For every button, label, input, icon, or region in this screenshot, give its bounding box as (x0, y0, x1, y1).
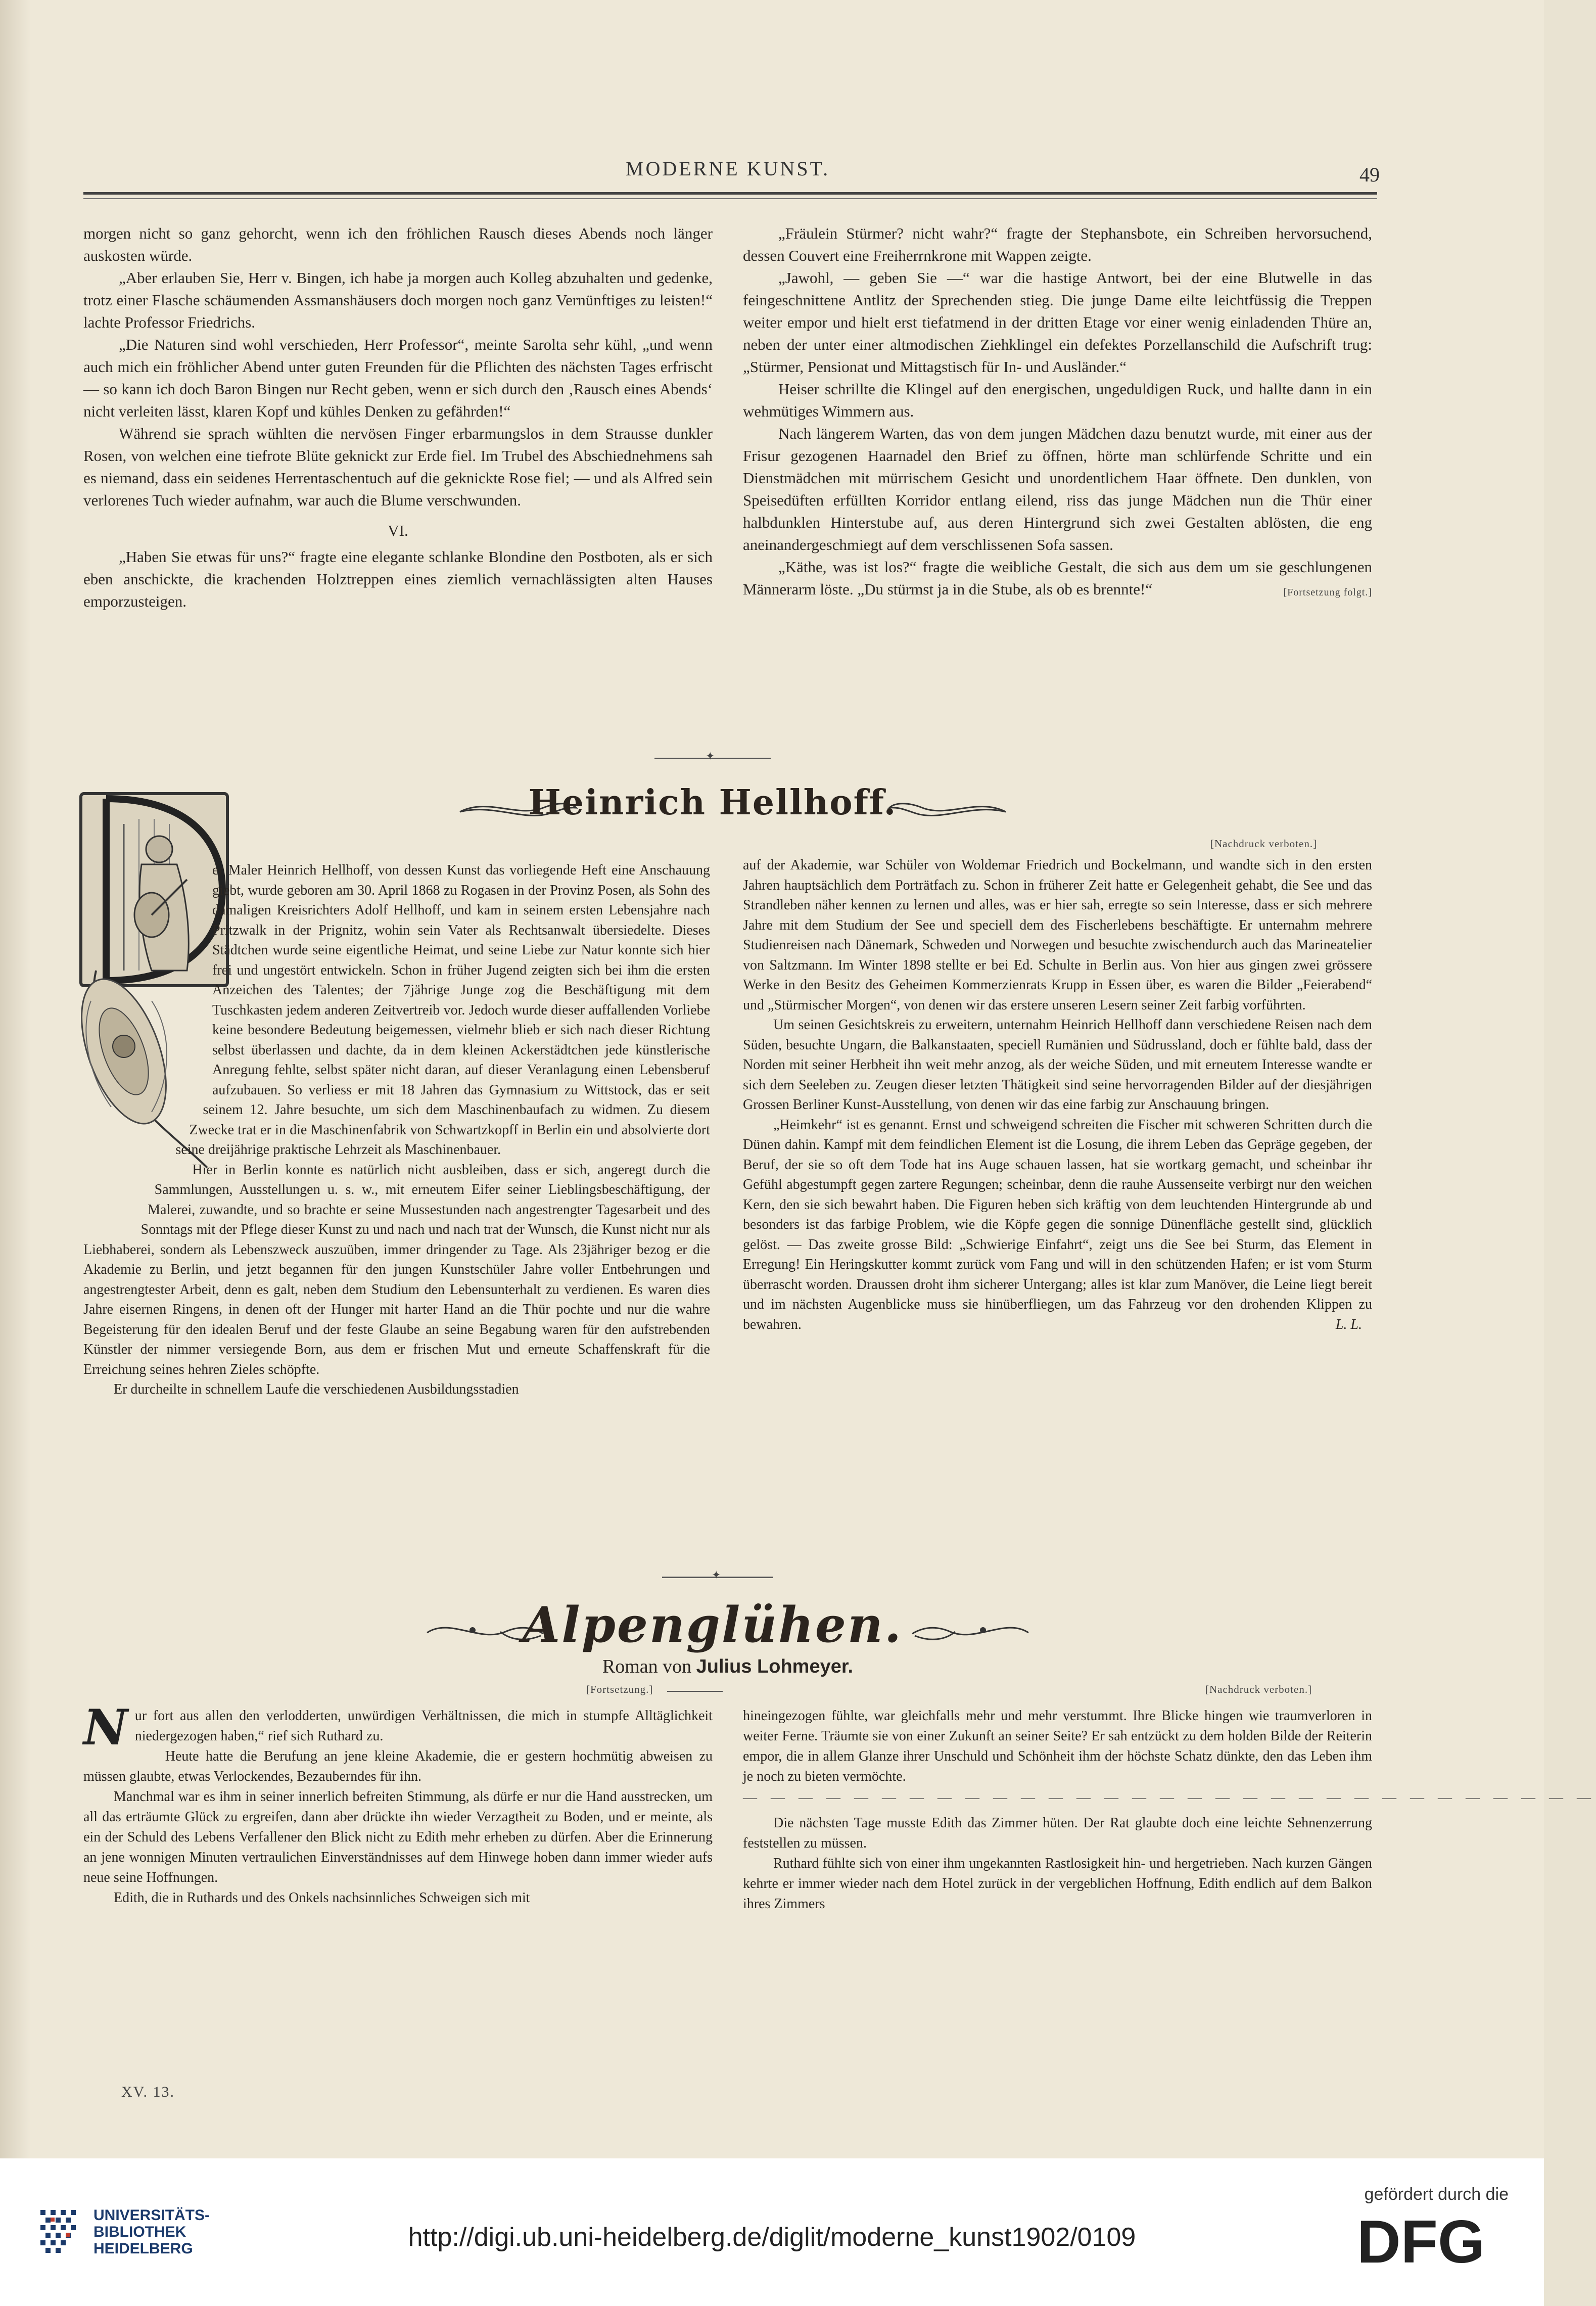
paragraph: Heute hatte die Berufung an jene kleine Akademie, die er gestern hochmütig abweisen zu müssen glaubte, etwas Verlockendes, Bezauberndes für ihn. (83, 1748, 713, 1784)
paragraph: Hier in Berlin konnte es natürlich nicht ausbleiben, dass er sich, angeregt durch die Sammlungen, Ausstellungen u. s. w., mit erneutem Eifer seiner Lieblingsbeschäftigung, der Malerei, zuwandte, und so brachte er seine Mussestunden nach angestrengter Tagesarbeit und des Sonntags mit der Pflege dieser Kunst zu und nach und nach trat der Wunsch, die Kunst nicht nur als Liebhaberei, sondern als Lebenszweck auszuüben, immer dringender zu Tage. Als 23jähriger bezog er die Akademie zu Berlin, und jetzt begannen für den jungen Kunstschüler Jahre voller Entbehrungen und angestrengtester Arbeit, denn es galt, neben dem Studium den Lebensunterhalt zu verdienen. Es waren dies Jahre eisernen Ringens, in denen oft der Hunger mit harter Hand an die Thür pochte und nur die wahre Begeisterung für den idealen Beruf und der feste Glaube an seine Begabung waren für den aufstrebenden Künstler der nimmer versiegende Born, aus dem er frischen Mut und erneute Schaffenskraft für die Erreichung seines hehren Zieles schöpfte. (83, 1162, 710, 1377)
library-line: HEIDELBERG (93, 2240, 193, 2257)
story-left-column (83, 222, 713, 613)
funding-block (1296, 2185, 1509, 2276)
alpenglühen-title: Alpenglühen. (522, 1596, 903, 1653)
digitization-footer (0, 2158, 1544, 2306)
divider-ornament: ✦ (706, 750, 715, 763)
author-signature: L. L. (1335, 1316, 1362, 1332)
library-line: BIBLIOTHEK (93, 2224, 186, 2240)
reprint-note: [Nachdruck verboten.] (1205, 1683, 1312, 1695)
header-rule-thin (83, 198, 1377, 199)
source-url-link[interactable]: http://digi.ub.uni-heidelberg.de/diglit/moderne_kunst1902/0109 (408, 2223, 1136, 2252)
drop-initial: N (83, 1699, 128, 1756)
novel-left-column (83, 1699, 713, 1908)
small-divider (667, 1691, 723, 1692)
reprint-note: [Nachdruck verboten.] (1210, 838, 1318, 850)
funder-name: DFG (1357, 2208, 1485, 2276)
page-signature: XV. 13. (121, 2084, 175, 2100)
paragraph: Ruthard fühlte sich von einer ihm ungekannten Rastlosigkeit hin- und hergetrieben. Nach kurzen Gängen kehrte er immer wieder nach dem Hotel zurück in der vergeblichen Hoffnung, Edith endlich auf dem Balkon ihres Zimmers (743, 1856, 1372, 1912)
paragraph: Die nächsten Tage musste Edith das Zimmer hüten. Der Rat glaubte doch eine leichte Sehnenzerrung feststellen zu müssen. (743, 1815, 1372, 1851)
novel-byline (0, 1655, 1456, 1678)
hellhoff-left-column (83, 860, 710, 1400)
paragraph: „Jawohl, — geben Sie —“ war die hastige Antwort, bei der eine Blutwelle in das feingeschnittene Antlitz der Sprechenden stieg. Die junge Dame eilte leichtfüssig die Treppen weiter empor und hielt erst tiefatmend in der dritten Etage vor einer wenig einladenden Thüre an, neben der unter einer altmodischen Ziehklingel ein defektes Porzellanschild die Aufschrift trug: „Stürmer, Pensionat und Mittagstisch für In- und Ausländer.“ (743, 269, 1372, 376)
paragraph: hineingezogen fühlte, war gleichfalls mehr und mehr verstummt. Ihre Blicke hingen wie traumverloren in weiter Ferne. Träumte sie von einer Zukunft an seiner Seite? Er sah entzückt zu dem holden Bilde der Reiterin empor, die in allem Glanze ihrer Unschuld und Schönheit ihm der höchste Schatz dünkte, den das Leben ihm je noch zu bieten vermöchte. (743, 1708, 1372, 1784)
running-head: MODERNE KUNST. (625, 157, 830, 180)
paragraph: auf der Akademie, war Schüler von Woldemar Friedrich und Bockelmann, und wandte sich in den ersten Jahren hauptsächlich dem Porträtfach zu. Schon in früherer Zeit hatte er Gelegenheit gehabt, die See und das Strandleben näher kennen zu lernen und alles, was er hier sah, erregte so sein Interesse, dass er sich mehrere Jahre mit dem Studium der See und speciell dem des Fischerlebens beschäftigte. Er unternahm mehrere Studienreisen nach Dänemark, Schweden und Norwegen und besuchte zwischendurch auch das Marineatelier von Saltzmann. Im Winter 1898 stellte er bei Ed. Schulte in Berlin aus. Von hier aus gingen zwei grössere Werke in den Besitz des Geheimen Kommerzienrats Krupp in Essen über, es waren die Bilder „Feierabend“ und „Stürmischer Morgen“, von denen wir das erstere unseren Lesern seiner Zeit farbig vorführten. (743, 857, 1372, 1013)
dfg-logo-icon (1357, 2208, 1509, 2276)
byline-prefix: Roman von (602, 1656, 696, 1677)
library-line: UNIVERSITÄTS- (93, 2207, 210, 2224)
continued-note: [Fortsetzung folgt.] (1283, 587, 1372, 598)
paragraph: „Haben Sie etwas für uns?“ fragte eine elegante schlanke Blondine den Postboten, als er sich eben anschickte, die krachenden Holztreppen eines ziemlich vernachlässigten alten Hauses emporzusteigen. (83, 548, 713, 610)
page-edge-shadow (0, 0, 30, 2158)
title-swash-right (910, 1612, 1031, 1648)
paragraph (743, 556, 1372, 601)
divider-ornament: ✦ (712, 1569, 721, 1582)
title-swash-right (887, 793, 1008, 823)
hellhoff-right-column (743, 855, 1372, 1334)
paragraph: morgen nicht so ganz gehorcht, wenn ich den fröhlichen Rausch dieses Abends noch länger auskosten würde. (83, 224, 713, 264)
story-right-column (743, 222, 1372, 604)
page-number: 49 (1359, 163, 1380, 186)
paragraph: Heiser schrillte die Klingel auf den energischen, ungeduldigen Ruck, und hallte dann in ein wehmütiges Wimmern aus. (743, 380, 1372, 420)
author-name: Julius Lohmeyer. (696, 1656, 854, 1677)
paragraph: Edith, die in Ruthards und des Onkels nachsinnliches Schweigen sich mit (114, 1890, 530, 1906)
paragraph (743, 1115, 1372, 1335)
novel-right-column (743, 1706, 1596, 1914)
dash-separator: — — — — — — — — — — — — — — — — — — — — — — — — — — — — — — — (743, 1790, 1596, 1806)
paragraph: „Aber erlauben Sie, Herr v. Bingen, ich habe ja morgen auch Kolleg abzuhalten und gedenke, trotz einer Flasche schäumenden Assmanshäusers doch morgen noch ganz Vernünftiges zu leisten!“ lachte Professor Friedrichs. (83, 269, 713, 331)
hellhoff-title: Heinrich Hellhoff. (528, 782, 897, 823)
chapter-number: VI. (388, 522, 408, 539)
paragraph: „Fräulein Stürmer? nicht wahr?“ fragte der Stephansbote, ein Schreiben hervorsuchend, dessen Couvert eine Freiherrnkrone mit Wappen zeigte. (743, 224, 1372, 264)
funding-caption: gefördert durch die (1364, 2185, 1509, 2204)
paragraph: Während sie sprach wühlten die nervösen Finger erbarmungslos in dem Strausse dunkler Rosen, von welchen eine tiefrote Blüte geknickt zur Erde fiel. Im Trubel des Abschiednehmens sah es niemand, dass ein seidenes Herrentaschentuch auf die geknickte Rose fiel; — und als Alfred sein verlorenes Tuch wieder aufnahm, war auch die Blume verschwunden. (83, 425, 713, 509)
paragraph: „Die Naturen sind wohl verschieden, Herr Professor“, meinte Sarolta sehr kühl, „und wenn auch mich ein fröhlicher Abend unter guten Freunden für die Pflichten des nächsten Tages erfrischt — so kann ich doch Baron Bingen nur Recht geben, wenn er sich durch den ‚Rausch eines Abends‘ nicht verleiten lässt, klaren Kopf und kühles Denken zu gefährden!“ (83, 336, 713, 420)
paragraph: er Maler Heinrich Hellhoff, von dessen Kunst das vorliegende Heft eine Anschauung giebt, wurde geboren am 30. April 1868 zu Rogasen in der Provinz Posen, als Sohn des damaligen Kreisrichters Adolf Hellhoff, und kam in seinem ersten Lebensjahre nach Pritzwalk in der Prignitz, wohin sein Vater als Rechtsanwalt übersiedelte. Dieses Städtchen wurde seine eigentliche Heimat, und seine Liebe zur Natur konnte sich hier frei und ungestört entwickeln. Schon in früher Jugend zeigten sich bei ihm die ersten Anzeichen des Talentes; der 7jährige Junge zog die Beschäftigung mit dem Tuschkasten jedem anderen Zeitvertreib vor. Jedoch wurde dieser auffallenden Vorliebe keine besondere Bedeutung beigemessen, vielmehr blieb er sich nach dieser Richtung selbst überlassen und dachte, da in dem kleinen Ackerstädtchen jede künstlerische Anregung fehlte, selbst später nicht daran, auf dieser Veranlagung einen Lebensberuf aufzubauen. So verliess er mit 18 Jahren das Gymnasium zu Wittstock, das er seit seinem 12. Jahre besuchte, um sich dem Maschinenbaufach zu widmen. Zu diesem Zwecke trat er in die Maschinenfabrik von Schwartzkopff in Berlin ein und absolvierte dort seine dreijährige praktische Lehrzeit als Maschinenbauer. (175, 862, 710, 1158)
paragraph: Nach längerem Warten, das von dem jungen Mädchen dazu benutzt wurde, mit einer aus der Frisur gezogenen Haarnadel den Brief zu öffnen, hörte man schlürfende Schritte und ein Dienstmädchen mit mürrischem Gesicht und unordentlichem Haar öffnete. Den dunklen, von Speisedüften erfüllten Korridor entlang eilend, riss das junge Mädchen nun die Thür einer halbdunklen Hinterstube auf, aus deren Hintergrund sich zwei Gestalten ablösten, die eng aneinandergeschmiegt auf dem verschlissenen Sofa sassen. (743, 425, 1372, 554)
header-rule (83, 192, 1377, 195)
paragraph: Er durcheilte in schnellem Laufe die verschiedenen Ausbildungsstadien (114, 1381, 519, 1397)
paragraph-text: „Käthe, was ist los?“ fragte die weibliche Gestalt, die sich aus dem um sie geschlungenen Männerarm löste. „Du stürmst ja in die Stube, als ob es brennte!“ (743, 558, 1372, 598)
paragraph: ur fort aus allen den verlodderten, unwürdigen Verhältnissen, die mich in stumpfe Alltäglichkeit niedergezogen haben,“ rief sich Ruthard zu. (134, 1708, 713, 1744)
paragraph-text: „Heimkehr“ ist es genannt. Ernst und schweigend schreiten die Fischer mit schweren Schritten durch die Dünen dahin. Kampf mit dem feindlichen Element ist die Losung, die ihrem Leben das Gepräge gegeben, der Beruf, der sie so oft dem Tode hat ins Auge schauen lassen, hat sie wortkarg gemacht, und scheinbar ihr Gefühl abgestumpft gegen zartere Regungen; scheinbar, denn die rauhe Aussenseite verbirgt nur den weichen Kern, den sie sich bewahrt haben. Die Figuren heben sich kräftig von dem leuchtenden Hintergrunde ab und besonders ist das farbige Problem, wie die Köpfe gegen die sonnige Dünenfläche gestellt sind, glücklich gelöst. — Das zweite grosse Bild: „Schwierige Einfahrt“, zeigt uns die See bei Sturm, das Element in Erregung! Ein Heringskutter kommt zurück vom Fang und will in den schützenden Hafen; er ist vom Sturm überrascht worden. Draussen droht ihm sicherer Untergang; alles ist klar zum Manöver, die Leine liegt bereit und im nächsten Augenblicke muss sie hinüberfliegen, um das Fahrzeug vor den drohenden Klippen zu bewahren. (743, 1117, 1372, 1332)
paragraph: Um seinen Gesichtskreis zu erweitern, unternahm Heinrich Hellhoff dann verschiedene Reisen nach dem Süden, besuchte Ungarn, die Balkanstaaten, speciell Rumänien und Südrussland, doch er fühlte bald, dass der Norden mit seiner Herbheit ihn weit mehr anzog, als der weiche Süden, und mit erneutem Interesse wandte er sich dem Seeleben zu. Zeugen dieser letzten Thätigkeit sind seine hervorragenden Bilder auf der diesjährigen Grossen Berliner Kunst-Ausstellung, von denen wir das eine farbig zur Anschauung bringen. (743, 1017, 1372, 1113)
paragraph: Manchmal war es ihm in seiner innerlich befreiten Stimmung, als dürfe er nur die Hand ausstrecken, um all das erträumte Glück zu ergreifen, dann aber drückte ihn wieder Verzagtheit zu Boden, und er meinte, als ein der Schuld des Lebens Verfallener den Blick nicht zu Edith mehr erheben zu dürfen. Aber die Erinnerung an jene wonnigen Minuten vertraulichen Einverständnisses auf dem Hinwege hoben dann immer wieder aufs neue seine Hoffnungen. (83, 1789, 713, 1885)
continued-note: [Fortsetzung.] (586, 1683, 653, 1695)
